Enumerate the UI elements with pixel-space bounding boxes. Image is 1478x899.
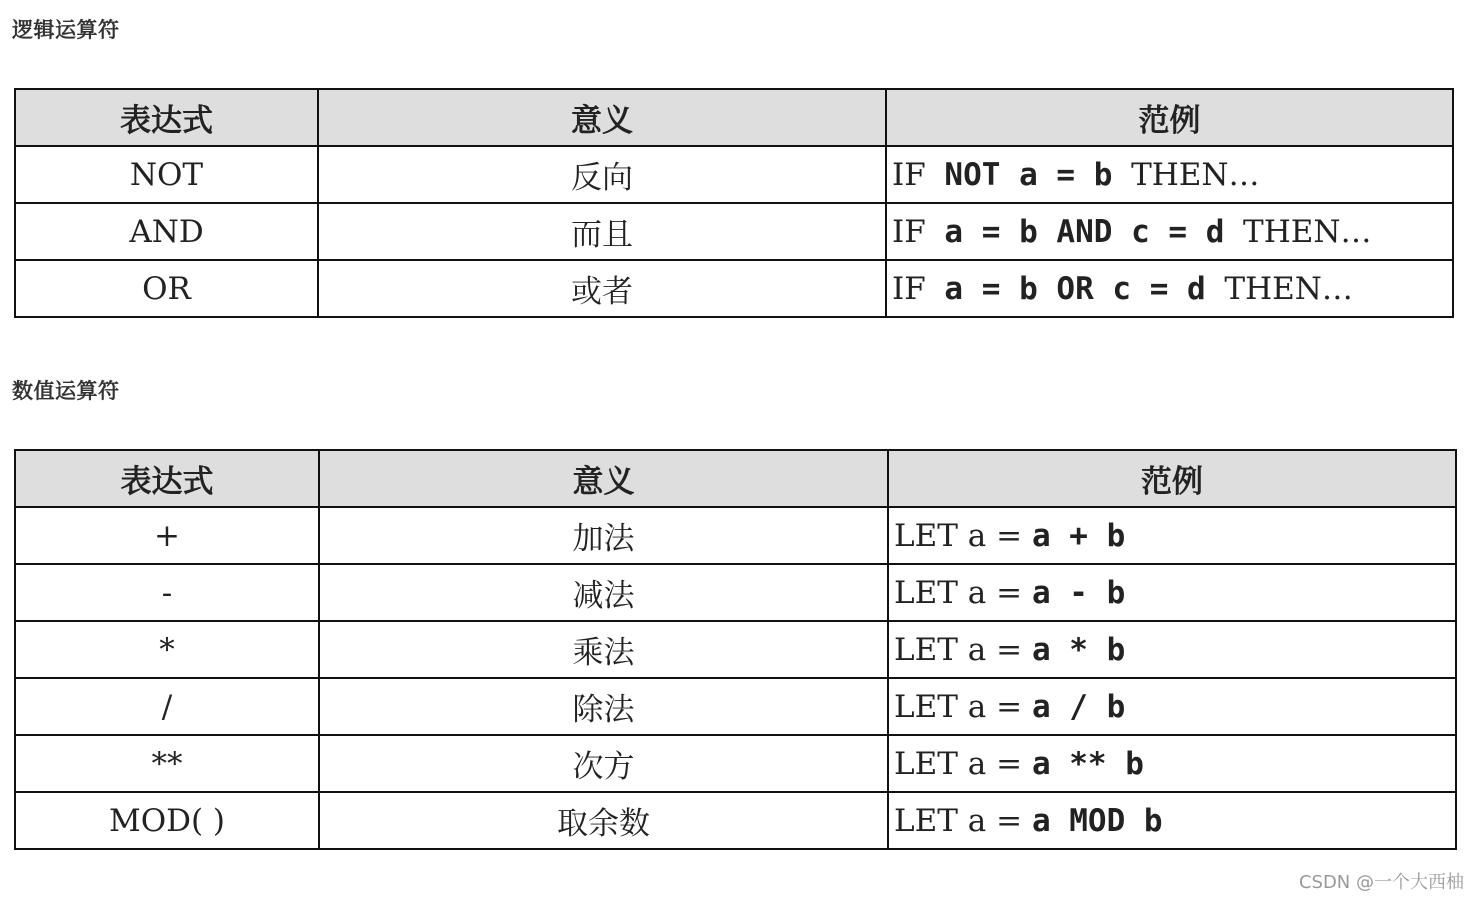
header-example: 范例	[888, 450, 1456, 507]
example-keyword: IF	[892, 213, 926, 250]
header-meaning: 意义	[319, 450, 888, 507]
watermark: CSDN @一个大西柚	[1298, 872, 1464, 893]
table-header-row	[15, 450, 1456, 507]
section-title-logical-operators: 逻辑运算符	[12, 18, 120, 42]
example-cell	[888, 735, 1456, 792]
header-example: 范例	[886, 89, 1453, 146]
table-row	[15, 792, 1456, 849]
example-cell	[886, 260, 1453, 317]
meaning-cell: 减法	[319, 564, 888, 621]
example-keyword: LET	[894, 688, 958, 725]
meaning-cell: 或者	[318, 260, 886, 317]
example-assign: a =	[957, 688, 1032, 725]
meaning-cell: 而且	[318, 203, 886, 260]
table-row	[15, 507, 1456, 564]
example-keyword: LET	[894, 574, 958, 611]
example-keyword: LET	[894, 517, 958, 554]
example-cell	[888, 621, 1456, 678]
meaning-cell: 乘法	[319, 621, 888, 678]
example-keyword: LET	[894, 802, 958, 839]
expression-cell: /	[15, 678, 319, 735]
example-cell	[886, 203, 1453, 260]
example-keyword: LET	[894, 745, 958, 782]
example-tail: THEN…	[1224, 270, 1353, 307]
meaning-cell: 反向	[318, 146, 886, 203]
meaning-cell: 取余数	[319, 792, 888, 849]
numeric-operators-table	[14, 449, 1457, 850]
header-expression: 表达式	[15, 450, 319, 507]
meaning-cell: 加法	[319, 507, 888, 564]
expression-cell: +	[15, 507, 319, 564]
header-expression: 表达式	[15, 89, 318, 146]
expression-cell: OR	[15, 260, 318, 317]
example-code: a - b	[1031, 574, 1126, 611]
example-cell	[886, 146, 1453, 203]
example-code: NOT a = b	[925, 156, 1132, 193]
example-assign: a =	[957, 574, 1032, 611]
table-header-row	[15, 89, 1453, 146]
example-keyword: IF	[892, 270, 926, 307]
example-tail: THEN…	[1243, 213, 1372, 250]
example-assign: a =	[957, 745, 1032, 782]
table-row	[15, 564, 1456, 621]
meaning-cell: 次方	[319, 735, 888, 792]
example-assign: a =	[957, 517, 1032, 554]
example-cell	[888, 507, 1456, 564]
table-row	[15, 621, 1456, 678]
expression-cell: -	[15, 564, 319, 621]
meaning-cell: 除法	[319, 678, 888, 735]
expression-cell: MOD( )	[15, 792, 319, 849]
example-assign: a =	[957, 631, 1032, 668]
example-code: a / b	[1031, 688, 1126, 725]
example-cell	[888, 678, 1456, 735]
example-assign: a =	[957, 802, 1032, 839]
example-code: a MOD b	[1031, 802, 1163, 839]
example-cell	[888, 564, 1456, 621]
expression-cell: AND	[15, 203, 318, 260]
example-code: a ** b	[1031, 745, 1144, 782]
table-row	[15, 735, 1456, 792]
logical-operators-table	[14, 88, 1454, 318]
expression-cell: **	[15, 735, 319, 792]
table-row	[15, 260, 1453, 317]
table-row	[15, 146, 1453, 203]
example-code: a = b AND c = d	[925, 213, 1244, 250]
section-title-numeric-operators: 数值运算符	[12, 379, 120, 403]
expression-cell: NOT	[15, 146, 318, 203]
example-code: a + b	[1031, 517, 1126, 554]
table-row	[15, 203, 1453, 260]
header-meaning: 意义	[318, 89, 886, 146]
table-row	[15, 678, 1456, 735]
example-tail: THEN…	[1131, 156, 1260, 193]
example-keyword: LET	[894, 631, 958, 668]
example-code: a = b OR c = d	[925, 270, 1225, 307]
example-cell	[888, 792, 1456, 849]
example-code: a * b	[1031, 631, 1126, 668]
expression-cell: *	[15, 621, 319, 678]
example-keyword: IF	[892, 156, 926, 193]
